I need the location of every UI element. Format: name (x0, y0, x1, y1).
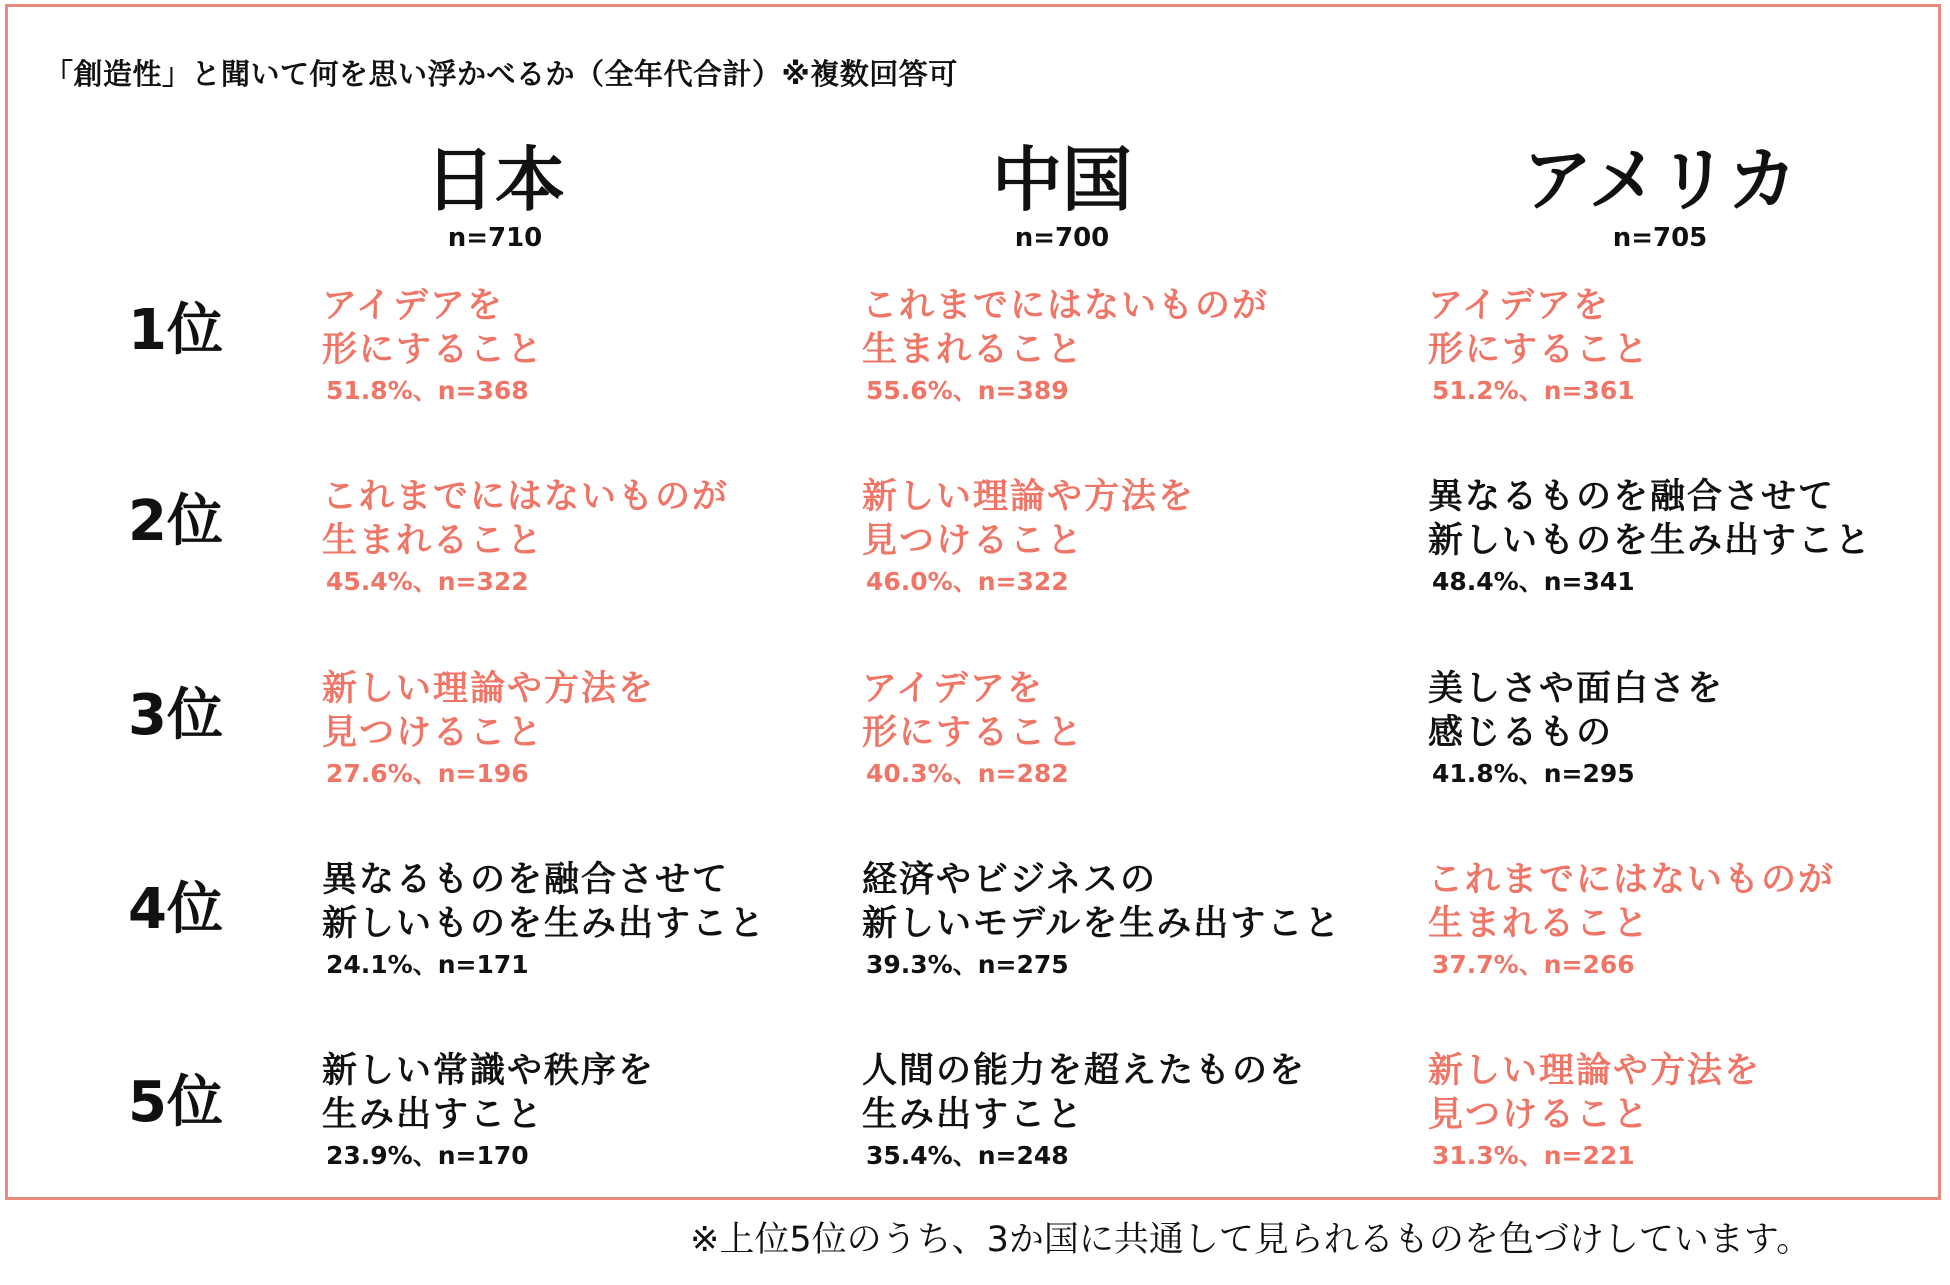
item-stat: 48.4%、n=341 (1432, 567, 1635, 596)
china-rank-4-item (862, 858, 1341, 982)
item-text-line: 新しい理論や方法を (862, 477, 1196, 517)
japan-rank-2-item (322, 475, 729, 599)
footnote: ※上位5位のうち、3か国に共通して見られるものを色づけしています。 (690, 1220, 1812, 1260)
item-text-line: 生まれること (1428, 904, 1651, 944)
item-stat: 35.4%、n=248 (866, 1141, 1069, 1170)
item-text-line: これまでにはないものが (322, 477, 730, 517)
item-stat: 40.3%、n=282 (866, 759, 1069, 788)
item-text-line: 新しいものを生み出すこと (322, 904, 767, 944)
country-name-china: 中国 (992, 139, 1132, 221)
country-sample-size-usa: n=705 (1612, 223, 1708, 253)
item-text-line: アイデアを (1428, 286, 1610, 326)
item-stat: 51.8%、n=368 (326, 376, 529, 405)
item-stat: 27.6%、n=196 (326, 759, 529, 788)
rank-label-1: 1位 (128, 298, 223, 363)
item-text-line: 異なるものを融合させて (322, 860, 730, 900)
item-stat: 24.1%、n=171 (326, 950, 529, 979)
item-text-line: 経済やビジネスの (862, 860, 1157, 900)
usa-rank-4-item (1428, 858, 1835, 982)
rank-label-3: 3位 (128, 683, 223, 748)
country-sample-size-japan: n=710 (447, 223, 543, 253)
country-name-usa: アメリカ (1522, 139, 1798, 221)
item-stat: 39.3%、n=275 (866, 950, 1069, 979)
item-text-line: 形にすること (322, 330, 545, 370)
item-text-line: 生まれること (322, 521, 545, 561)
item-stat: 55.6%、n=389 (866, 376, 1069, 405)
item-stat: 31.3%、n=221 (1432, 1141, 1635, 1170)
usa-rank-5-item (1428, 1049, 1761, 1173)
item-stat: 41.8%、n=295 (1432, 759, 1635, 788)
item-text-line: 新しい理論や方法を (1428, 1051, 1762, 1091)
item-text-line: 形にすること (1428, 330, 1651, 370)
rank-label-5: 5位 (128, 1070, 223, 1135)
item-text-line: 新しいモデルを生み出すこと (862, 904, 1342, 944)
item-stat: 46.0%、n=322 (866, 567, 1069, 596)
usa-rank-1-item (1428, 284, 1650, 408)
item-stat: 37.7%、n=266 (1432, 950, 1635, 979)
rank-label-2: 2位 (128, 489, 223, 554)
item-stat: 45.4%、n=322 (326, 567, 529, 596)
item-text-line: 異なるものを融合させて (1428, 477, 1836, 517)
item-text-line: アイデアを (322, 286, 504, 326)
china-rank-3-item (862, 667, 1084, 791)
item-text-line: 生み出すこと (862, 1095, 1085, 1135)
item-text-line: 新しいものを生み出すこと (1428, 521, 1873, 561)
japan-rank-1-item (322, 284, 544, 408)
usa-rank-3-item (1428, 667, 1724, 791)
china-rank-5-item (862, 1049, 1306, 1173)
survey-title: 「創造性」と聞いて何を思い浮かべるか（全年代合計）※複数回答可 (44, 57, 958, 91)
item-stat: 23.9%、n=170 (326, 1141, 529, 1170)
japan-rank-4-item (322, 858, 766, 982)
item-text-line: 美しさや面白さを (1428, 669, 1725, 709)
country-sample-size-china: n=700 (1014, 223, 1110, 253)
item-text-line: これまでにはないものが (862, 286, 1270, 326)
item-text-line: 新しい理論や方法を (322, 669, 656, 709)
usa-rank-2-item (1428, 475, 1872, 599)
item-text-line: 生み出すこと (322, 1095, 545, 1135)
item-text-line: 形にすること (862, 713, 1085, 753)
item-text-line: 感じるもの (1428, 713, 1614, 753)
japan-rank-3-item (322, 667, 655, 791)
item-text-line: 見つけること (1428, 1095, 1651, 1135)
item-text-line: 新しい常識や秩序を (322, 1051, 656, 1091)
item-text-line: 見つけること (322, 713, 545, 753)
china-rank-2-item (862, 475, 1195, 599)
rank-label-4: 4位 (128, 877, 223, 942)
china-rank-1-item (862, 284, 1269, 408)
item-text-line: 人間の能力を超えたものを (862, 1051, 1307, 1091)
country-name-japan: 日本 (425, 139, 565, 221)
item-text-line: 生まれること (862, 330, 1085, 370)
item-text-line: アイデアを (862, 669, 1044, 709)
item-stat: 51.2%、n=361 (1432, 376, 1635, 405)
japan-rank-5-item (322, 1049, 655, 1173)
item-text-line: 見つけること (862, 521, 1085, 561)
item-text-line: これまでにはないものが (1428, 860, 1836, 900)
